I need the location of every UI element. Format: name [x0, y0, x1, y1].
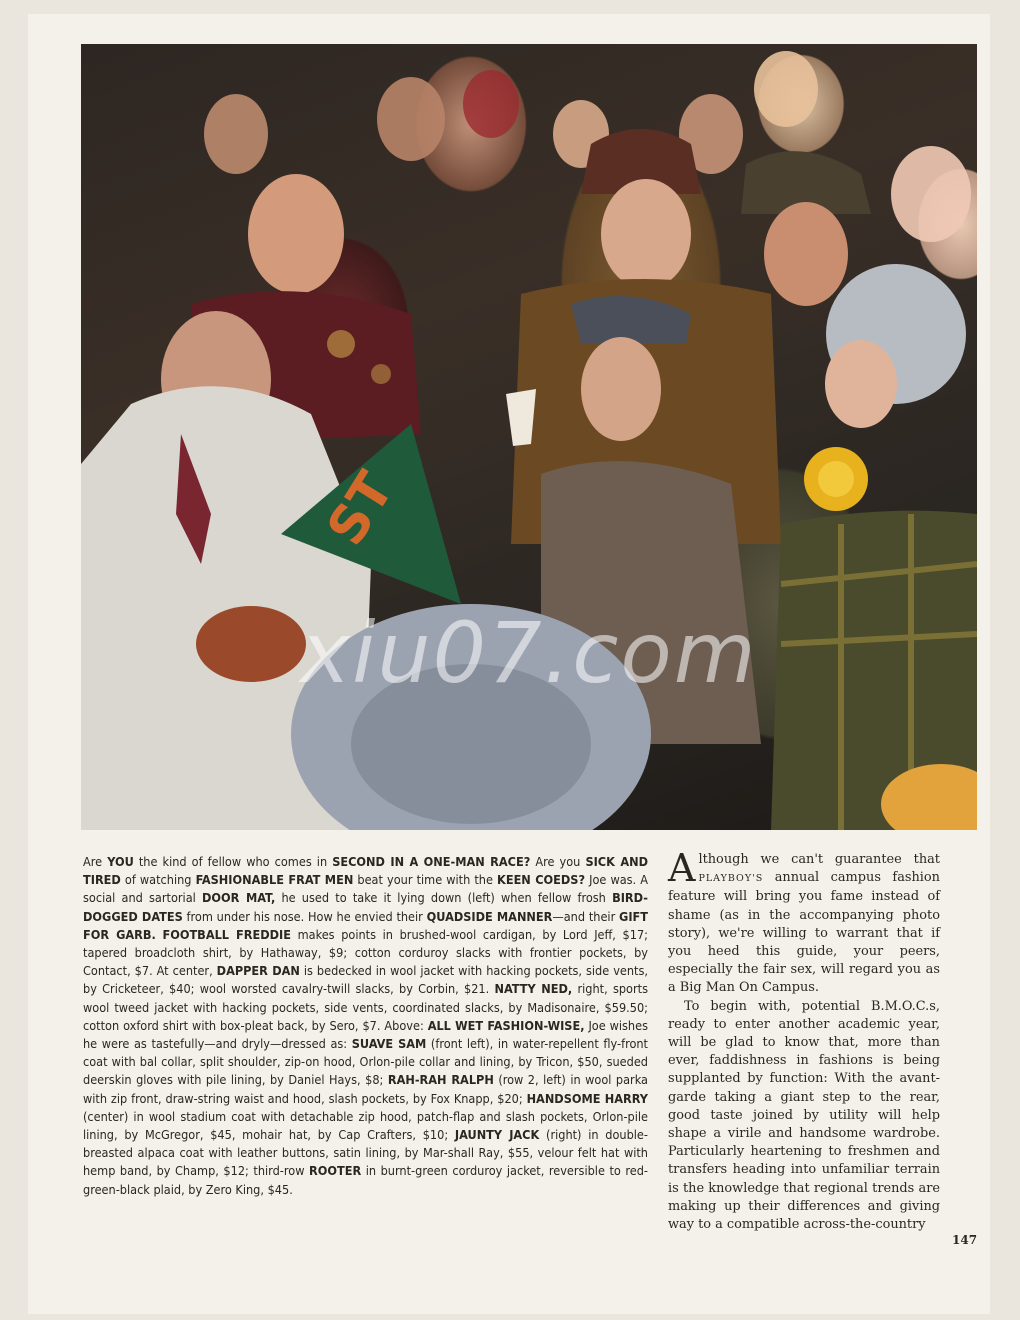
caption-bold-phrase: JAUNTY JACK — [454, 1127, 540, 1143]
caption-bold-phrase: BIRD-DOGGED DATES — [83, 890, 648, 924]
caption-text: is bedecked in wool jacket with hacking pockets, side vents, by Cricketeer, $40; wool worsted cavalry-twill slacks, by Corbin, $21. — [83, 963, 649, 997]
photo-caption — [83, 853, 648, 1243]
caption-bold-phrase: YOU — [107, 854, 134, 869]
caption-bold-phrase: SICK AND TIRED — [83, 854, 648, 888]
pennant-text: ST — [316, 462, 406, 556]
caption-bold-phrase: ROOTER — [309, 1163, 362, 1179]
crowd-illustration — [81, 44, 977, 830]
article-p1-start: lthough we can't guarantee that — [698, 852, 940, 867]
watermark: xiu07.com — [300, 604, 758, 702]
article-column — [668, 846, 940, 1246]
caption-text: in burnt-green corduroy jacket, reversible to red-green-black plaid, by Zero King, $45. — [83, 1163, 649, 1197]
article-p1-rest: annual campus fashion feature will bring you fame instead of shame (as in the accompanying photo story), we're willing to warrant that if you heed this guide, your peers, especially the fair sex, will regard you as a Big Man On Campus. — [668, 870, 940, 996]
caption-text: Joe wishes he were as tastefully—and dryly—dressed as: — [83, 1017, 648, 1052]
caption-bold-phrase: NATTY NED, — [494, 981, 573, 997]
caption-bold-phrase: DAPPER DAN — [216, 963, 300, 979]
caption-bold-phrase: KEEN COEDS? — [497, 872, 586, 888]
caption-text: the kind of fellow who comes in — [133, 854, 333, 869]
caption-text: beat your time with the — [353, 872, 498, 888]
caption-bold-phrase: DOOR MAT, — [202, 890, 276, 906]
caption-bold-phrase: HANDSOME HARRY — [526, 1090, 648, 1106]
caption-bold-phrase: SUAVE SAM — [351, 1036, 427, 1052]
caption-text: Joe was. A social and sartorial — [83, 872, 648, 906]
stadium-crowd-photo — [81, 44, 977, 830]
caption-bold-phrase: FASHIONABLE FRAT MEN — [195, 872, 354, 888]
drop-cap: A — [668, 846, 696, 890]
caption-text: —and their — [552, 908, 620, 924]
caption-text: right, sports wool tweed jacket with hacking pockets, side vents, coordinated slacks, by Madisonaire, $59.50; cotton oxford shirt with box-pleat back, by Sero, $7. Above: — [83, 981, 648, 1033]
caption-bold-phrase: SECOND IN A ONE-MAN RACE? — [332, 854, 531, 869]
caption-text: of watching — [120, 872, 196, 888]
caption-bold-phrase: RAH-RAH RALPH — [387, 1072, 494, 1088]
caption-text: (row 2, left) in wool parka with zip front, draw-string waist and hood, slash pockets, by Fox Knapp, $20; — [83, 1072, 648, 1106]
caption-bold-phrase: ALL WET FASHION-WISE, — [427, 1017, 585, 1033]
caption-text: makes points in brushed-wool cardigan, by Lord Jeff, $17; tapered broadcloth shirt, by Hathaway, $9; cotton corduroy slacks with frontier pockets, by Contact, $7. At center, — [83, 926, 648, 979]
caption-text: (center) in wool stadium coat with detachable zip hood, patch-flap and slash pockets, Orlon-pile lining, by McGregor, $45, mohair hat, by Cap Crafters, $10; — [83, 1108, 648, 1143]
caption-text: Are — [83, 854, 108, 869]
caption-bold-phrase: FOOTBALL FREDDIE — [162, 926, 291, 942]
page-number: 147 — [952, 1233, 978, 1247]
magazine-name: PLAYBOY'S — [698, 873, 764, 885]
article-paragraph-1 — [668, 846, 940, 998]
caption-text: (front left), in water-repellent fly-front coat with bal collar, split shoulder, zip-on hood, Orlon-pile collar and lining, by Tricon, $50, sueded deerskin gloves with pile lining, by Daniel Hays, $8; — [83, 1036, 648, 1088]
caption-bold-phrase: GIFT FOR GARB. — [83, 908, 649, 942]
caption-text: Are you — [530, 854, 586, 869]
caption-bold-phrase: QUADSIDE MANNER — [426, 908, 553, 924]
article-paragraph-2: To begin with, potential B.M.O.C.s, ready to enter another academic year, will be glad to know that, more than ever, faddishness in fashions is being supplanted by function: With the avant-garde taking a giant step to the rear, good taste joined by utility will help shape a virile and handsome wardrobe. Particularly heartening to freshmen and transfers heading into unfamiliar terrain is the knowledge that regional trends are making up their differences and giving way to a compatible across-the-country — [668, 998, 940, 1233]
caption-text: (right) in double-breasted alpaca coat with leather buttons, satin lining, by Mar-shall Ray, $55, velour felt hat with hemp band, by Champ, $12; third-row — [83, 1127, 648, 1179]
caption-text: from under his nose. How he envied their — [182, 908, 427, 924]
caption-text: he used to take it lying down (left) when fellow frosh — [275, 890, 613, 906]
